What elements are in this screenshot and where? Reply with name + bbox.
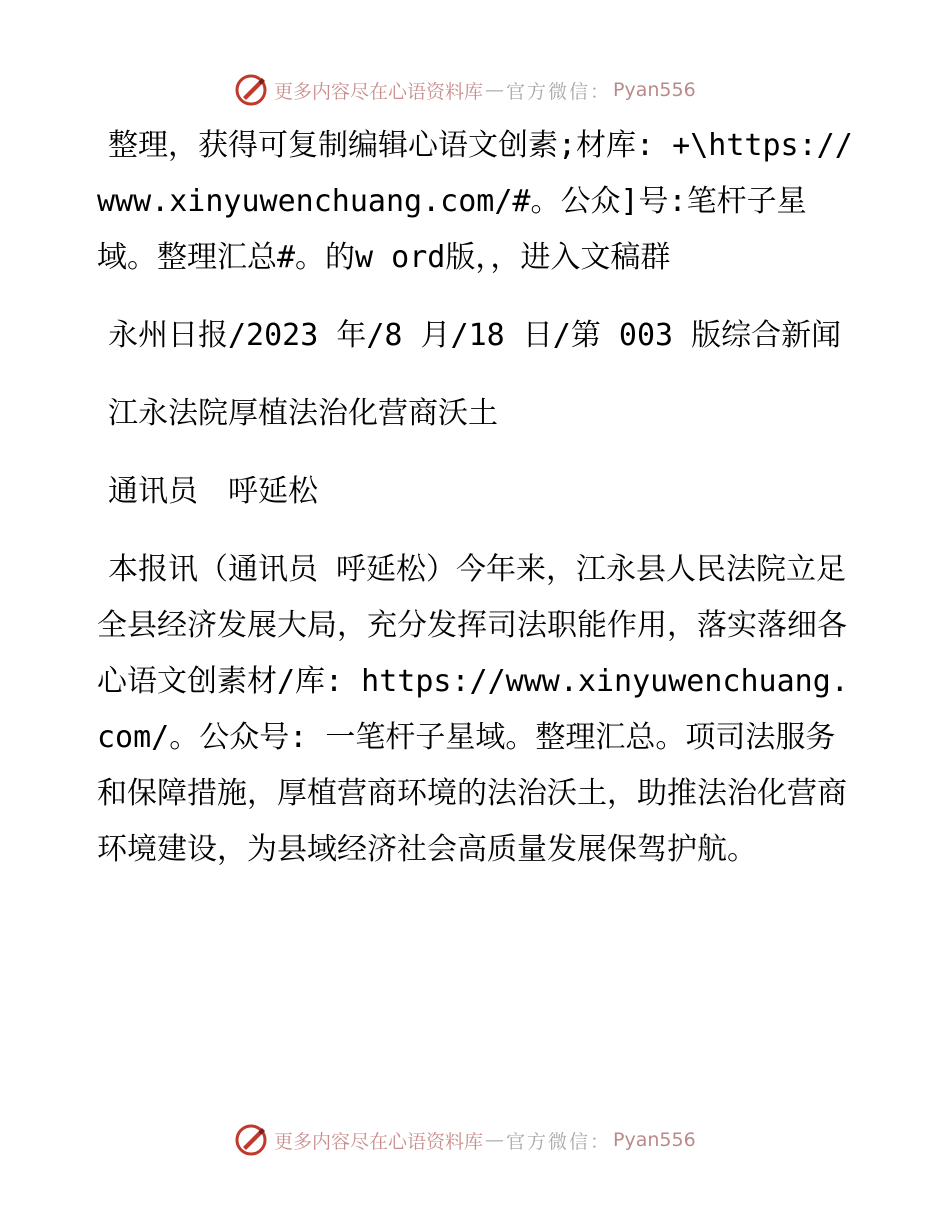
watermark-promo-text: 更多内容尽在心语资料库	[274, 80, 484, 103]
publication-line: 永州日报/2023 年/8 月/18 日/第 003 版综合新闻	[108, 318, 842, 353]
document-body	[97, 118, 857, 900]
watermark-separator: —	[485, 79, 505, 101]
brand-logo-icon	[234, 73, 268, 107]
watermark-wechat-label: 官方微信：	[506, 80, 612, 103]
article-title: 江永法院厚植法治化营商沃土	[108, 396, 498, 431]
watermark-wechat-label: 官方微信：	[506, 1130, 612, 1153]
byline: 通讯员 呼延松	[108, 474, 318, 509]
brand-logo-icon	[234, 1123, 268, 1157]
article-paragraph: 本报讯（通讯员 呼延松）今年来，江永县人民法院立足全县经济发展大局，充分发挥司法职能作用，落实落细各心语文创素材/库: https://www.xinyuwenchuang.com/。公众号: 一笔杆子星域。整理汇总。项司法服务和保障措施，厚植营商环境的法治沃土，助推法治化营商环境建设，为县域经济社会高质量发展保驾护航。	[97, 552, 849, 867]
watermark-banner-bottom	[234, 1120, 714, 1160]
watermark-promo-text: 更多内容尽在心语资料库	[274, 1130, 484, 1153]
watermark-wechat-id: Pyan556	[613, 79, 696, 101]
watermark-banner-top	[234, 70, 714, 110]
intro-paragraph: 整理，获得可复制编辑心语文创素;材库: +\https://www.xinyuwenchuang.com/#。公众]号:笔杆子星域。整理汇总#。的w ord版，，进入文稿群	[97, 128, 853, 275]
watermark-wechat-id: Pyan556	[613, 1129, 696, 1151]
watermark-separator: —	[485, 1129, 505, 1151]
